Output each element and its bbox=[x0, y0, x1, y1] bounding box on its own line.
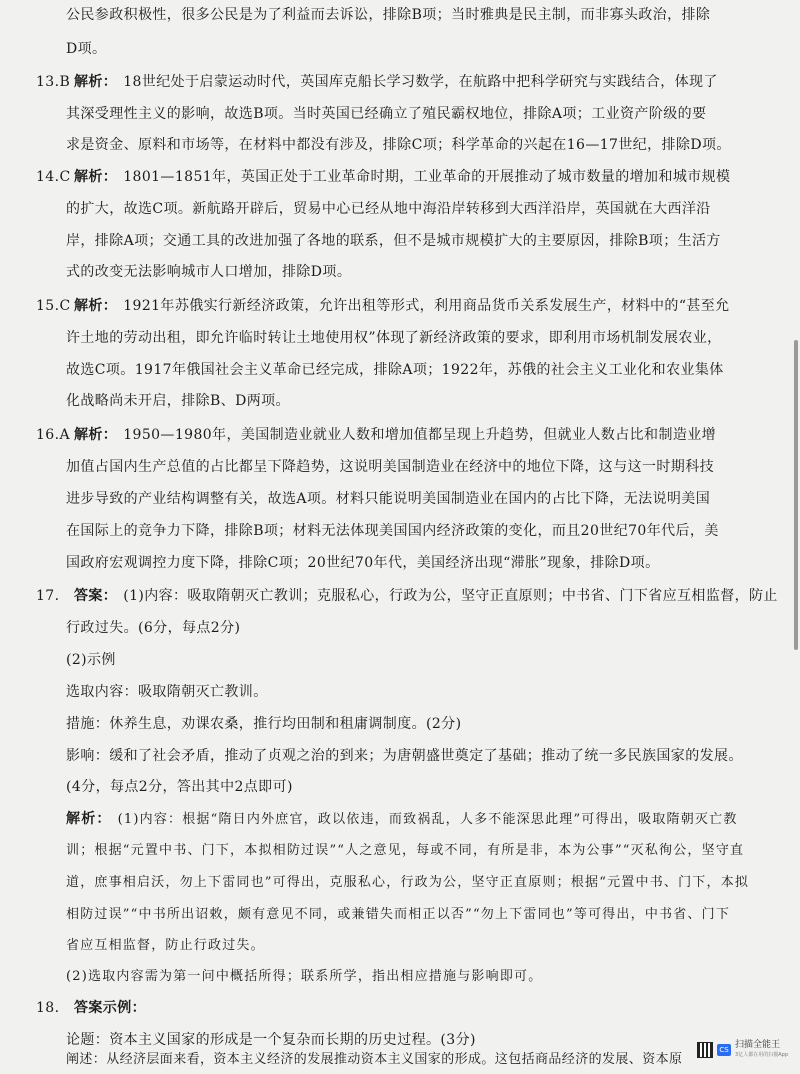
text-line: 岸，排除A项；交通工具的改进加强了各地的联系，但不是城市规模扩大的主要原因，排除B项；生活方 bbox=[66, 233, 721, 249]
text-line: (1)内容：根据“隋日内外庶官，政以依违，而致祸乱，人多不能深思此理”可得出，吸取隋朝灭亡教 bbox=[117, 812, 738, 827]
text-line: 选取内容：吸取隋朝灭亡教训。 bbox=[66, 684, 268, 700]
text-line: 公民参政积极性，很多公民是为了利益而去诉讼，排除B项；当时雅典是民主制，而非寡头政治，排除 bbox=[66, 7, 711, 23]
text-line: 式的改变无法影响城市人口增加，排除D项。 bbox=[66, 264, 352, 280]
text-line: (4分，每点2分，答出其中2点即可) bbox=[66, 779, 293, 795]
text-line: 道，庶事相启沃，勿上下雷同也”可得出，克服私心，行政为公，坚守正直原则；根据“元置中书、门下，本拟 bbox=[66, 875, 750, 890]
app-name: 扫描全能王 bbox=[735, 1040, 781, 1050]
question-18 bbox=[36, 993, 152, 1023]
question-number: 18. bbox=[36, 1000, 60, 1016]
qr-code-icon bbox=[697, 1042, 713, 1058]
text-line: 1950—1980年，美国制造业就业人数和增加值都呈现上升趋势，但就业人数占比和制造业增 bbox=[123, 427, 717, 443]
question-14 bbox=[36, 162, 730, 192]
camscanner-logo-icon: CS bbox=[717, 1044, 731, 1056]
question-number: 16.A bbox=[36, 427, 70, 443]
text-line: 化战略尚未开启，排除B、D两项。 bbox=[66, 393, 290, 409]
answer-example-label: 答案示例： bbox=[74, 1000, 146, 1016]
watermark-text bbox=[735, 1040, 788, 1060]
analysis-label: 解析： bbox=[74, 298, 118, 314]
question-number: 14.C bbox=[36, 169, 71, 185]
text-line: 加值占国内生产总值的占比都呈下降趋势，这说明美国制造业在经济中的地位下降，这与这一时期科技 bbox=[66, 459, 714, 475]
app-tagline: 3亿人都在用的扫描App bbox=[735, 1052, 788, 1058]
text-line: 省应互相监督，防止行政过失。 bbox=[66, 938, 265, 953]
text-line: 的扩大，故选C项。新航路开辟后，贸易中心已经从地中海沿岸转移到大西洋沿岸，英国就在大西洋沿 bbox=[66, 201, 711, 217]
text-line: 行政过失。(6分，每点2分) bbox=[66, 620, 241, 636]
question-16 bbox=[36, 420, 716, 450]
scanner-watermark bbox=[697, 1040, 788, 1060]
question-number: 13.B bbox=[36, 74, 71, 90]
analysis-label: 解析： bbox=[74, 74, 118, 90]
text-line: 相防过误”“中书所出诏敕，颇有意见不同，或兼错失而相正以否”“勿上下雷同也”等可得出，中书省、门下 bbox=[66, 907, 731, 922]
text-line: 1921年苏俄实行新经济政策，允许出租等形式，利用商品货币关系发展生产，材料中的“甚至允 bbox=[123, 298, 730, 314]
scrollbar[interactable] bbox=[794, 340, 798, 650]
answer-label: 答案： bbox=[74, 588, 118, 604]
text-line: 其深受理性主义的影响，故选B项。当时英国已经确立了殖民霸权地位，排除A项；工业资产阶级的要 bbox=[66, 106, 707, 122]
text-fragment: 阐述：从经济层面来看，资本主义经济的发展推动资本主义国家的形成。这包括商品经济的发展、资本原 bbox=[66, 1052, 683, 1067]
question-number: 15.C bbox=[36, 298, 71, 314]
text-line bbox=[66, 1048, 682, 1072]
text-line: 求是资金、原料和市场等，在材料中都没有涉及，排除C项；科学革命的兴起在16—17世纪，排除D项。 bbox=[66, 137, 731, 153]
text-line: 故选C项。1917年俄国社会主义革命已经完成，排除A项；1922年，苏俄的社会主义工业化和农业集体 bbox=[66, 362, 724, 378]
text-line: (1)内容：吸取隋朝灭亡教训；克服私心，行政为公，坚守正直原则；中书省、门下省应互相监督，防止 bbox=[123, 588, 778, 604]
text-line: D项。 bbox=[66, 41, 107, 57]
text-line: 影响：缓和了社会矛盾，推动了贞观之治的到来；为唐朝盛世奠定了基础；推动了统一多民族国家的发展。 bbox=[66, 748, 743, 764]
analysis-label: 解析： bbox=[74, 169, 118, 185]
text-line: 18世纪处于启蒙运动时代，英国库克船长学习数学，在航路中把科学研究与实践结合，体现了 bbox=[123, 74, 718, 90]
text-line: 国政府宏观调控力度下降，排除C项；20世纪70年代，美国经济出现“滞胀”现象，排除D项。 bbox=[66, 555, 660, 571]
text-line: (2)选取内容需为第一问中概括所得；联系所学，指出相应措施与影响即可。 bbox=[66, 969, 543, 984]
text-line: 1801—1851年，英国正处于工业革命时期，工业革命的开展推动了城市数量的增加和城市规模 bbox=[123, 169, 731, 185]
question-15 bbox=[36, 291, 730, 321]
text-line: 措施：休养生息，劝课农桑，推行均田制和租庸调制度。(2分) bbox=[66, 716, 462, 732]
question-number: 17. bbox=[36, 588, 60, 604]
question-13 bbox=[36, 67, 718, 97]
text-line: 论题：资本主义国家的形成是一个复杂而长期的历史过程。(3分) bbox=[66, 1032, 476, 1048]
text-line: 许土地的劳动出租，即允许临时转让土地使用权”体现了新经济政策的要求，即利用市场机制发展农业， bbox=[66, 330, 722, 346]
analysis-label: 解析： bbox=[66, 811, 112, 827]
text-line: 进步导致的产业结构调整有关，故选A项。材料只能说明美国制造业在国内的占比下降，无法说明美国 bbox=[66, 491, 711, 507]
analysis-label: 解析： bbox=[74, 427, 118, 443]
question-17 bbox=[36, 581, 778, 611]
analysis-block bbox=[66, 804, 738, 835]
text-line: 在国际上的竞争力下降，排除B项；材料无法体现美国国内经济政策的变化，而且20世纪70年代后，美 bbox=[66, 523, 719, 539]
text-line: 训；根据“元置中书、门下，本拟相防过误”“人之意见，每或不同，有所是非，本为公事”“灭私徇公，坚守直 bbox=[66, 843, 745, 858]
text-line: (2)示例 bbox=[66, 652, 116, 668]
